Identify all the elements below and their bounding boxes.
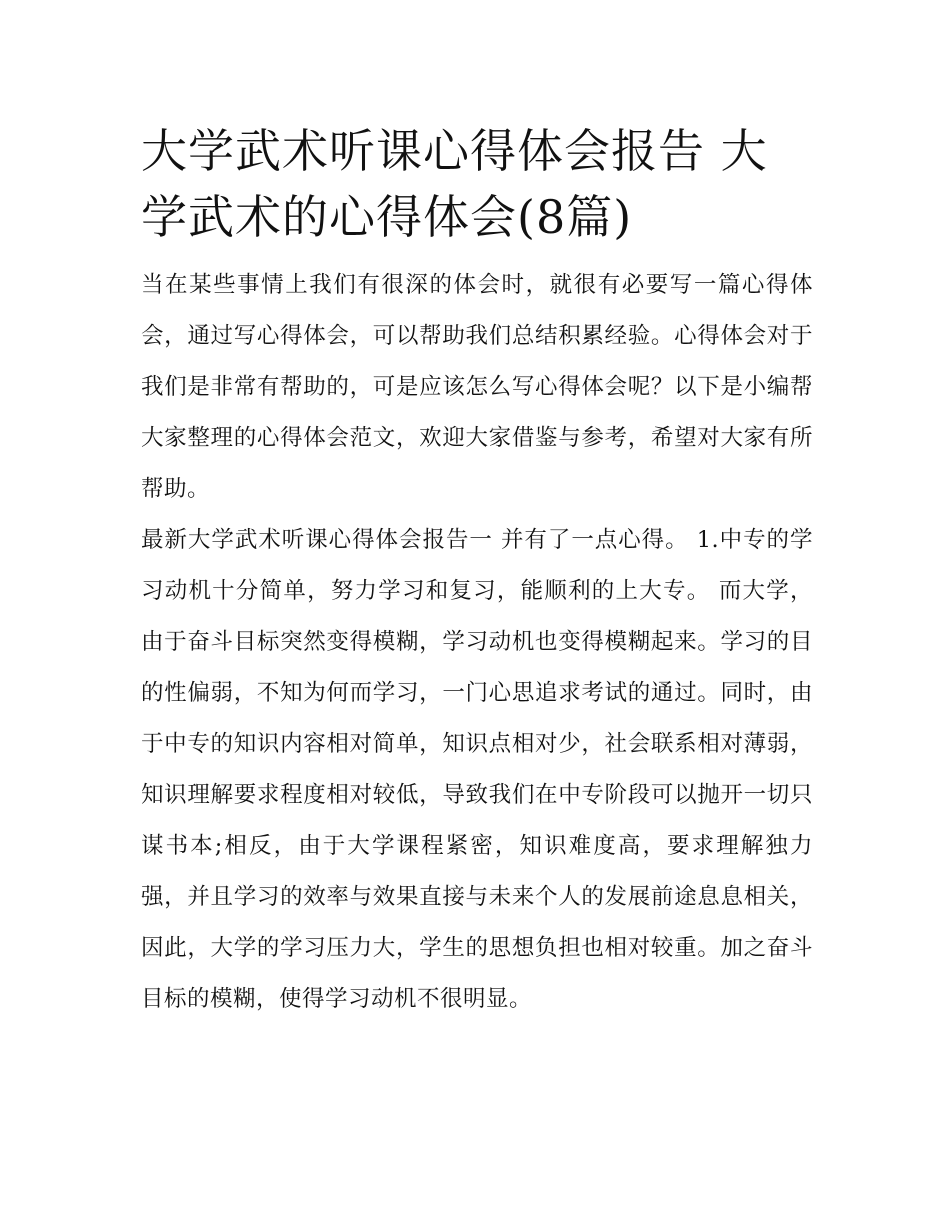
document-body: [141, 118, 813, 1025]
document-title: 大学武术听课心得体会报告 大学武术的心得体会(8篇): [141, 124, 768, 244]
intro-paragraph: 当在某些事情上我们有很深的体会时，就很有必要写一篇心得体会，通过写心得体会，可以帮助我们总结积累经验。心得体会对于我们是非常有帮助的，可是应该怎么写心得体会呢？以下是小编帮大家整理的心得体会范文，欢迎大家借鉴与参考，希望对大家有所帮助。: [141, 272, 813, 502]
report-paragraph: 最新大学武术听课心得体会报告一 并有了一点心得。 1.中专的学习动机十分简单，努力学习和复习，能顺利的上大专。 而大学，由于奋斗目标突然变得模糊，学习动机也变得模糊起来。学习的目的性偏弱，不知为何而学习，一门心思追求考试的通过。同时，由于中专的知识内容相对简单，知识点相对少，社会联系相对薄弱，知识理解要求程度相对较低，导致我们在中专阶段可以抛开一切只谋书本;相反，由于大学课程紧密，知识难度高，要求理解独力强，并且学习的效率与效果直接与未来个人的发展前途息息相关，因此，大学的学习压力大，学生的思想负担也相对较重。加之奋斗目标的模糊，使得学习动机不很明显。: [141, 527, 813, 1012]
